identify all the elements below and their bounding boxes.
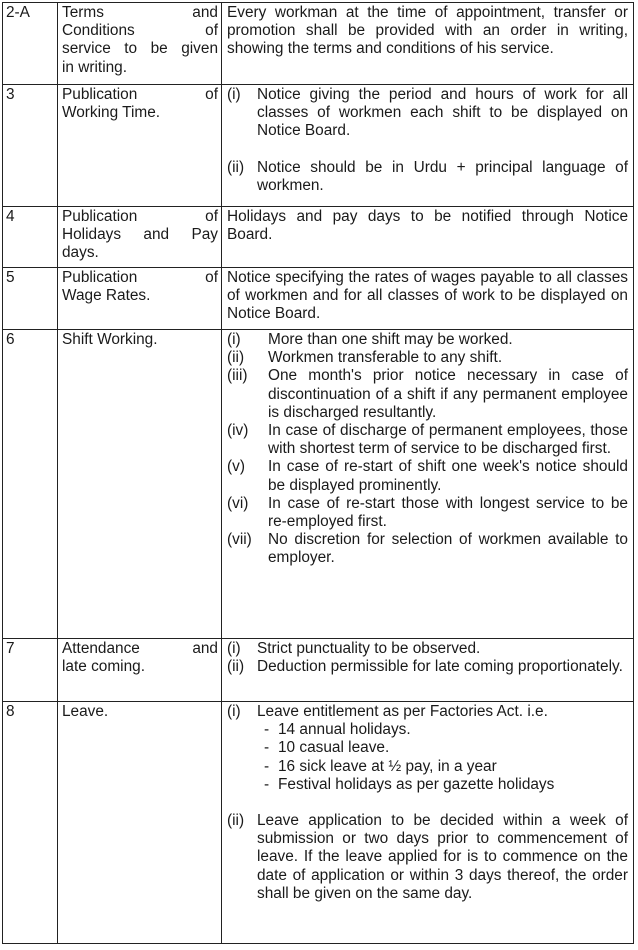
subject-line: Publication of: [62, 208, 218, 225]
table-row: [3, 639, 634, 702]
item-text: Workmen transferable to any shift.: [268, 349, 503, 367]
row-detail: [222, 207, 634, 268]
rules-table: [2, 2, 634, 944]
subject-line: Leave.: [62, 703, 109, 720]
row-detail: [222, 268, 634, 330]
item-marker: (i): [227, 331, 241, 348]
list-item: [227, 812, 628, 903]
row-number: 6: [3, 330, 58, 639]
row-number: 3: [3, 85, 58, 207]
subject-line: Terms and: [62, 4, 218, 21]
table-row: [3, 702, 634, 944]
subject-line: late coming.: [62, 658, 145, 676]
sub-list-item: [227, 758, 628, 776]
item-marker: (ii): [227, 158, 245, 176]
list-item: [227, 349, 628, 367]
list-item: [227, 367, 628, 422]
list-item: [227, 86, 628, 141]
list-item: [227, 658, 628, 676]
row-detail: [222, 702, 634, 944]
item-marker: (vi): [227, 494, 249, 512]
item-marker: (i): [227, 86, 241, 103]
row-detail: [222, 330, 634, 639]
subject-line: Attendance and: [62, 640, 218, 657]
item-marker: (i): [227, 703, 241, 720]
list-item: [227, 640, 628, 658]
list-item: [227, 422, 628, 458]
row-detail: [222, 3, 634, 85]
row-number: 4: [3, 207, 58, 268]
list-item: [227, 703, 628, 721]
item-marker: (iii): [227, 367, 248, 385]
row-number: 8: [3, 702, 58, 944]
item-marker: (ii): [227, 349, 245, 367]
item-text: In case of re-start of shift one week's notice should be displayed prominently.: [268, 458, 628, 494]
subject-line: Working Time.: [62, 104, 161, 122]
subject-line: Holidays and Pay: [62, 226, 218, 244]
row-subject: [58, 3, 222, 85]
row-subject: [58, 85, 222, 207]
item-text: One month's prior notice necessary in case of discontinuation of a shift if any permanent employee is discharged resultantly.: [268, 367, 628, 421]
item-text: In case of discharge of permanent employees, those with shortest term of service to be discharged first.: [268, 422, 628, 458]
list-item: [227, 531, 628, 567]
item-text: Notice giving the period and hours of work for all classes of workmen each shift to be displayed on Notice Board.: [257, 86, 628, 140]
subject-line: service to be given: [62, 40, 218, 58]
item-text: Leave entitlement as per Factories Act. i.e.: [257, 703, 548, 720]
row-detail: [222, 85, 634, 207]
subject-line: Conditions of: [62, 22, 218, 40]
item-text: In case of re-start those with longest service to be re-employed first.: [268, 494, 628, 531]
row-number: 5: [3, 268, 58, 330]
list-item: [227, 331, 628, 349]
item-text: No discretion for selection of workmen available to employer.: [268, 531, 628, 567]
row-subject: [58, 268, 222, 330]
dash-marker: -: [264, 775, 270, 793]
dash-marker: -: [264, 757, 270, 775]
sub-list-item: [227, 776, 628, 794]
table-row: [3, 3, 634, 85]
row-subject: [58, 702, 222, 944]
item-text: Leave application to be decided within a week of submission or two days prior to commencement of leave. If the leave applied for is to commence on the date of application or within 3 days thereof, the order shall be given on the same day.: [257, 812, 628, 902]
item-text: Deduction permissible for late coming proportionately.: [257, 658, 623, 676]
row-subject: [58, 639, 222, 702]
list-item: [227, 159, 628, 195]
sub-item-text: 10 casual leave.: [278, 739, 390, 757]
row-number: 7: [3, 639, 58, 702]
sub-item-text: 14 annual holidays.: [278, 721, 411, 739]
item-text: Strict punctuality to be observed.: [257, 640, 481, 657]
sub-list-item: [227, 721, 628, 739]
subject-line: Publication of: [62, 86, 218, 103]
item-marker: (ii): [227, 812, 245, 830]
detail-text: Every workman at the time of appointment, transfer or promotion shall be provided with an order in writing, showing the terms and conditions of his service.: [227, 4, 628, 58]
detail-text: Holidays and pay days to be notified through Notice Board.: [227, 208, 628, 244]
item-marker: (iv): [227, 422, 249, 440]
list-item: [227, 458, 628, 494]
table-row: [3, 207, 634, 268]
item-text: Notice should be in Urdu + principal language of workmen.: [257, 158, 628, 194]
row-number: 2-A: [3, 3, 58, 85]
sub-item-text: Festival holidays as per gazette holidays: [278, 775, 555, 793]
row-subject: [58, 330, 222, 639]
item-marker: (ii): [227, 658, 245, 676]
table-row: [3, 330, 634, 639]
row-detail: [222, 639, 634, 702]
subject-line: Wage Rates.: [62, 287, 151, 305]
table-row: [3, 268, 634, 330]
item-marker: (vii): [227, 531, 252, 549]
table-row: [3, 85, 634, 207]
subject-line: days.: [62, 244, 99, 262]
dash-marker: -: [264, 721, 270, 739]
row-subject: [58, 207, 222, 268]
item-text: More than one shift may be worked.: [268, 331, 513, 348]
sub-list-item: [227, 739, 628, 757]
detail-text: Notice specifying the rates of wages payable to all classes of workmen and for all classes of work to be displayed on Notice Board.: [227, 269, 628, 323]
list-item: [227, 495, 628, 531]
sub-item-text: 16 sick leave at ½ pay, in a year: [278, 757, 497, 775]
item-marker: (v): [227, 458, 245, 476]
subject-line: Shift Working.: [62, 331, 158, 348]
subject-line: Publication of: [62, 269, 218, 286]
item-marker: (i): [227, 640, 241, 657]
subject-line: in writing.: [62, 58, 128, 76]
dash-marker: -: [264, 739, 270, 757]
